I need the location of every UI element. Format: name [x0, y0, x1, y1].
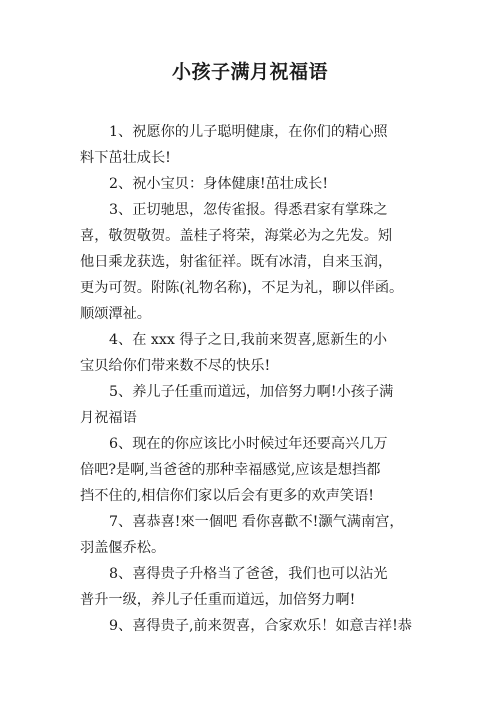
paragraph-line: 8、喜得贵子升格当了爸爸，我们也可以沾光: [109, 566, 388, 582]
paragraph-line: 普升一级，养儿子任重而道远，加倍努力啊!: [80, 592, 356, 608]
paragraph-line: 羽盖偃乔松。: [80, 540, 166, 556]
paragraph-1: [80, 119, 445, 171]
paragraph-line: 1、祝愿你的儿子聪明健康，在你们的精心照: [109, 124, 388, 140]
paragraph-3: [80, 197, 445, 327]
paragraph-line: 喜，敬贺敬贺。盖桂子将荣，海棠必为之先发。矧: [80, 228, 393, 244]
paragraph-line: 倍吧?是啊,当爸爸的那种幸福感觉,应该是想挡都: [80, 462, 381, 478]
paragraph-line: 料下茁壮成长!: [80, 150, 171, 166]
document-body: [80, 119, 445, 639]
paragraph-line: 挡不住的,相信你们家以后会有更多的欢声笑语!: [80, 488, 374, 504]
paragraph-4: [80, 327, 445, 379]
paragraph-line: 更为可贺。附陈(礼物名称)，不足为礼，聊以伴函。: [80, 280, 404, 296]
paragraph-line: 顺颂潭祉。: [80, 306, 151, 322]
paragraph-2: [80, 171, 445, 197]
paragraph-6: [80, 431, 445, 509]
paragraph-line: 宝贝给你们带来数不尽的快乐!: [80, 358, 271, 374]
paragraph-line: 5、养儿子任重而道远，加倍努力啊!小孩子满: [109, 384, 394, 400]
paragraph-line: 4、在 xxx 得子之日,我前来贺喜,愿新生的小: [109, 332, 388, 348]
paragraph-9: [80, 613, 445, 639]
paragraph-7: [80, 509, 445, 561]
paragraph-5: [80, 379, 445, 431]
page-title: 小孩子满月祝福语: [171, 61, 328, 83]
paragraph-line: 9、喜得贵子,前来贺喜，合家欢乐！如意吉祥!恭: [109, 618, 412, 634]
paragraph-line: 2、祝小宝贝：身体健康!茁壮成长!: [109, 176, 329, 192]
paragraph-line: 3、正切驰思，忽传雀报。得悉君家有掌珠之: [109, 202, 388, 218]
paragraph-line: 7、喜恭喜!來一個吧 看你喜歡不!灏气满南宫，: [109, 514, 404, 530]
paragraph-8: [80, 561, 445, 613]
paragraph-line: 月祝福语: [80, 410, 137, 426]
paragraph-line: 6、现在的你应该比小时候过年还要高兴几万: [109, 436, 388, 452]
paragraph-line: 他日乘龙获选，射雀征祥。既有冰清，自来玉润，: [80, 254, 393, 270]
